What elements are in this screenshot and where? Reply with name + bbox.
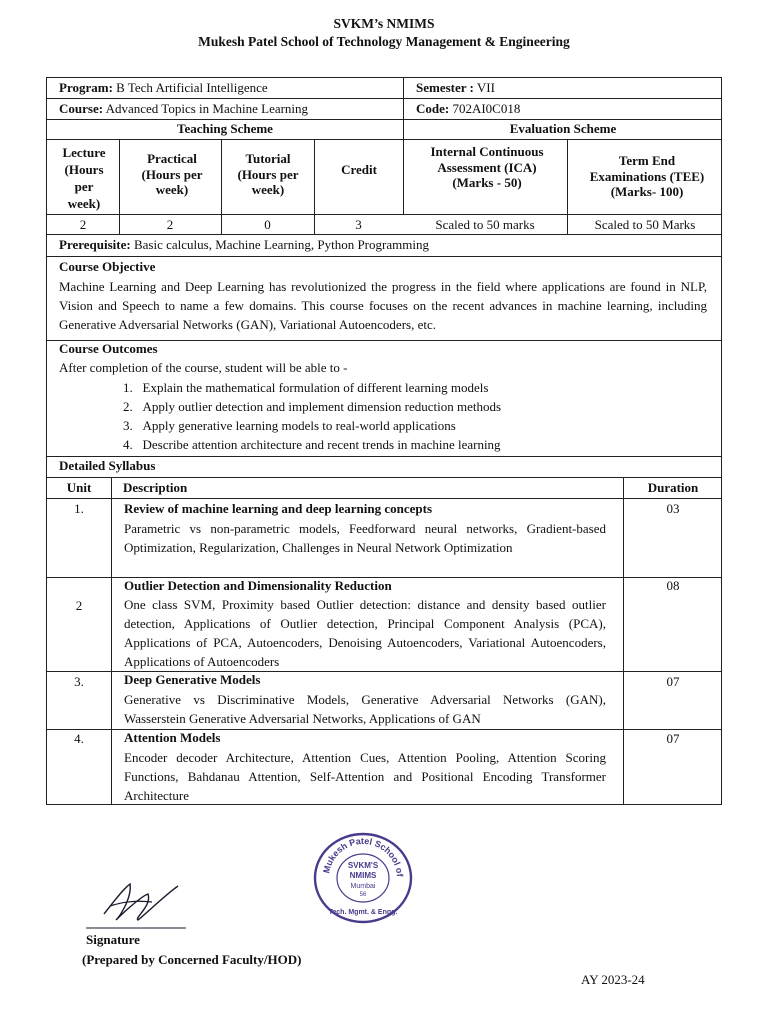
teaching-scheme-title: Teaching Scheme [177,121,273,136]
code-label: Code: [416,101,450,116]
description-header: Description [123,480,188,495]
unit-duration: 07 [666,731,680,746]
unit-title: Deep Generative Models [124,672,261,687]
unit-body: Parametric vs non-parametric models, Feedforward neural networks, Gradient-based Optimization, Regularization, Challenges in Neural Network Optimization [124,521,606,555]
outcome-text: Apply generative learning models to real-world applications [142,418,456,433]
outcomes-intro: After completion of the course, student will be able to - [59,360,348,375]
evaluation-scheme-title: Evaluation Scheme [509,121,617,136]
prerequisite-value: Basic calculus, Machine Learning, Python Programming [133,237,429,252]
unit-body: Generative vs Discriminative Models, Generative Adversarial Networks (GAN), Wasserstein Generative Adversarial Networks, Applications of GAN [124,692,606,726]
objective-outcomes-box [46,256,722,457]
program-value: B Tech Artificial Intelligence [116,80,268,95]
academic-year: AY 2023-24 [581,972,645,987]
unit-title: Attention Models [124,730,221,745]
outcome-item: 2. Apply outlier detection and implement dimension reduction methods [123,399,502,414]
unit-duration: 03 [666,501,680,516]
tutorial-value: 0 [264,217,271,232]
outcome-item: 1. Explain the mathematical formulation of different learning models [123,380,489,395]
svg-text:SVKM'S: SVKM'S [347,861,379,870]
lecture-value: 2 [79,217,87,232]
code-row [416,101,520,117]
school-title: Mukesh Patel School of Technology Management & Engineering [198,34,570,49]
svg-text:Mukesh Patel School of: Mukesh Patel School of [321,835,405,878]
unit-title: Review of machine learning and deep learning concepts [124,501,433,516]
unit-number: 3. [74,674,84,689]
unit-number: 1. [74,501,84,516]
course-value: Advanced Topics in Machine Learning [105,101,309,116]
unit-number: 2 [75,598,83,613]
signature-label: Signature [86,932,140,947]
credit-header: Credit [341,162,377,177]
signature-image [82,876,192,930]
duration-header: Duration [647,480,699,495]
unit-duration: 08 [666,578,680,593]
unit-title: Outlier Detection and Dimensionality Reduction [124,578,392,593]
prepared-by: (Prepared by Concerned Faculty/HOD) [82,952,302,967]
prerequisite-label: Prerequisite: [59,237,131,252]
outcome-item: 3. Apply generative learning models to real-world applications [123,418,456,433]
tee-header: Term End Examinations (TEE) (Marks- 100) [589,153,705,199]
tutorial-header: Tutorial (Hours per week) [237,151,299,197]
objective-text: Machine Learning and Deep Learning has revolutionized the progress in the field where applications are found in NLP, Vision and Speech to name a few domains. This course focuses on the recent advances in machine learning, including Generative Adversarial Networks (GAN), Variational Autoencoders, etc. [59,279,707,332]
svg-text:56: 56 [359,892,367,898]
outcome-item: 4. Describe attention architecture and recent trends in machine learning [123,437,501,452]
ica-value: Scaled to 50 marks [435,217,535,232]
unit-number: 4. [74,731,84,746]
unit-header: Unit [66,480,92,495]
practical-header: Practical (Hours per week) [141,151,203,197]
objective-title: Course Objective [59,259,156,274]
outcome-text: Apply outlier detection and implement dimension reduction methods [142,399,502,414]
lecture-header: Lecture (Hours per week) [62,145,106,211]
outcomes-title: Course Outcomes [59,341,158,356]
outcome-text: Describe attention architecture and recent trends in machine learning [142,437,501,452]
prerequisite-row [59,237,429,253]
svg-text:Mumbai: Mumbai [350,883,376,890]
credit-value: 3 [355,217,362,232]
syllabus-title: Detailed Syllabus [59,458,156,473]
svg-text:NMIMS: NMIMS [349,871,377,880]
unit-body: Encoder decoder Architecture, Attention Cues, Attention Pooling, Attention Scoring Functions, Bahdanau Attention, Self-Attention and Positional Encoding Transformer Architecture [124,750,606,803]
unit-body: One class SVM, Proximity based Outlier detection: distance and density based outlier detection, Applications of Outlier detection, Principal Component Analysis (PCA), Applications of PCA, Autoencoders, Denoising Autoencoders, Variational Autoencoders, Applications of Autoencoders [124,597,606,669]
syllabus-table [46,456,722,805]
institution-stamp [309,830,417,926]
tee-value: Scaled to 50 Marks [594,217,696,232]
course-info-table [46,77,722,257]
unit-duration: 07 [666,674,680,689]
program-label: Program: [59,80,113,95]
semester-value: VII [476,80,495,95]
outcome-text: Explain the mathematical formulation of different learning models [142,380,489,395]
institution-title: SVKM’s NMIMS [333,16,435,31]
program-row [59,80,268,96]
semester-label: Semester : [416,80,474,95]
course-row [59,101,308,117]
semester-row [416,80,495,96]
course-label: Course: [59,101,104,116]
svg-text:Tech. Mgmt. & Engg.: Tech. Mgmt. & Engg. [328,909,398,916]
code-value: 702AI0C018 [452,101,521,116]
practical-value: 2 [166,217,174,232]
ica-header: Internal Continuous Assessment (ICA) (Marks - 50) [430,144,544,190]
